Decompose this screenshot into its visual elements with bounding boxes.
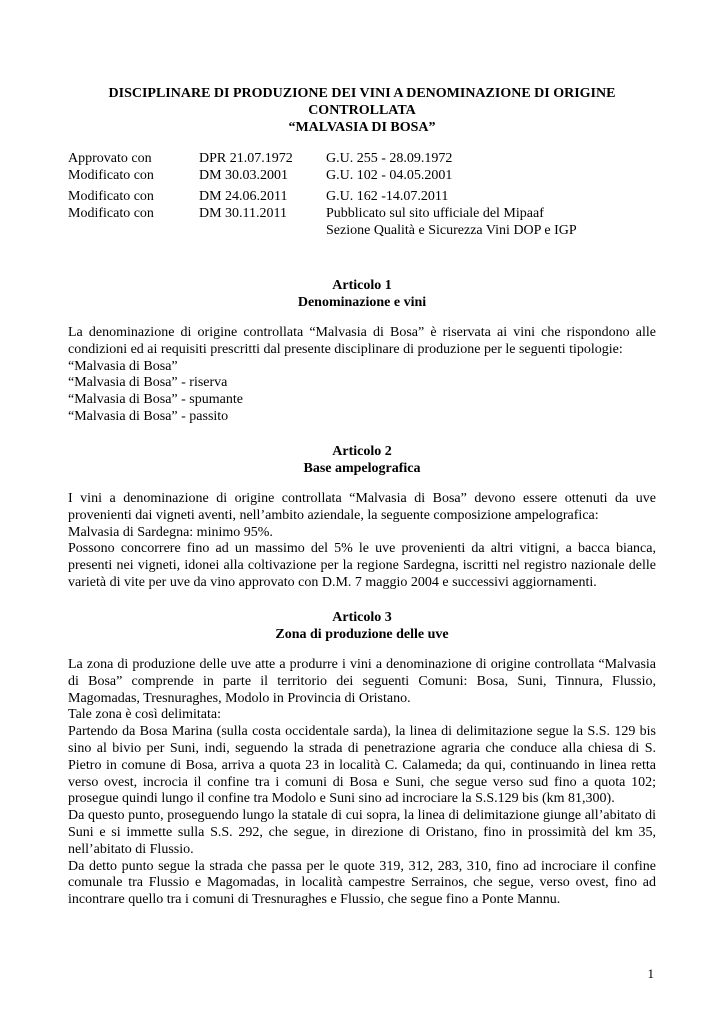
approval-row xyxy=(68,223,656,240)
title-line-3: “MALVASIA DI BOSA” xyxy=(288,119,436,135)
approval-row xyxy=(68,189,656,206)
article-title: Denominazione e vini xyxy=(297,294,427,310)
article-1-body xyxy=(68,325,656,426)
title-line-1: DISCIPLINARE DI PRODUZIONE DEI VINI A DENOMINAZIONE DI ORIGINE xyxy=(108,86,616,101)
approval-row xyxy=(68,151,656,168)
approval-label: Approvato con xyxy=(68,151,152,166)
approval-act: DM 30.11.2011 xyxy=(199,206,288,221)
article-number: Articolo 2 xyxy=(332,444,392,459)
article-2-heading xyxy=(68,444,656,478)
article-number: Articolo 3 xyxy=(332,610,392,625)
document-title xyxy=(68,86,656,136)
article-paragraph: La zona di produzione delle uve atte a produrre i vini a denominazione di origine controllata “Malvasia di Bosa” comprende in parte il territorio dei seguenti Comuni: Bosa, Suni, Tinnura, Flussio, Magomadas, Tresnuraghes, Modolo in Provincia di Oristano. xyxy=(68,657,656,706)
approvals-table xyxy=(68,151,656,240)
approval-reference: G.U. 102 - 04.05.2001 xyxy=(326,168,453,183)
approval-act: DM 24.06.2011 xyxy=(199,189,288,204)
approval-label: Modificato con xyxy=(68,168,154,183)
approval-reference: G.U. 255 - 28.09.1972 xyxy=(326,151,453,166)
article-3-body xyxy=(68,657,656,909)
article-title: Base ampelografica xyxy=(303,460,421,476)
article-title: Zona di produzione delle uve xyxy=(275,626,449,642)
page-number: 1 xyxy=(647,966,654,981)
article-paragraph: Malvasia di Sardegna: minimo 95%. xyxy=(68,524,273,540)
approval-label: Modificato con xyxy=(68,206,154,221)
article-paragraph: I vini a denominazione di origine controllata “Malvasia di Bosa” devono essere ottenuti da uve provenienti dai vigneti aventi, nell’ambito aziendale, la seguente composizione ampelografica: xyxy=(68,491,656,523)
article-1-heading xyxy=(68,278,656,312)
approval-reference: G.U. 162 -14.07.2011 xyxy=(326,189,449,204)
article-number: Articolo 1 xyxy=(332,278,392,293)
wine-type-item: “Malvasia di Bosa” - riserva xyxy=(68,375,228,391)
wine-type-item: “Malvasia di Bosa” xyxy=(68,358,178,374)
article-paragraph: La denominazione di origine controllata “Malvasia di Bosa” è riservata ai vini che rispondono alle condizioni ed ai requisiti prescritti dal presente disciplinare di produzione per le seguenti tipologie: xyxy=(68,325,656,357)
article-paragraph: Possono concorrere fino ad un massimo del 5% le uve provenienti da altri vitigni, a bacca bianca, presenti nei vigneti, idonei alla coltivazione per la regione Sardegna, iscritti nel registro nazionale delle varietà di vite per uve da vino approvato con D.M. 7 maggio 2004 e successivi aggiornamenti. xyxy=(68,541,656,590)
wine-type-item: “Malvasia di Bosa” - spumante xyxy=(68,392,243,408)
article-paragraph: Tale zona è così delimitata: xyxy=(68,707,221,723)
approval-reference-continued: Sezione Qualità e Sicurezza Vini DOP e IGP xyxy=(326,223,577,238)
article-2-body xyxy=(68,491,656,592)
approval-act: DPR 21.07.1972 xyxy=(199,151,293,166)
approval-row xyxy=(68,206,656,223)
approval-reference: Pubblicato sul sito ufficiale del Mipaaf xyxy=(326,206,544,221)
article-3-heading xyxy=(68,610,656,644)
title-line-2: CONTROLLATA xyxy=(308,102,416,118)
article-paragraph: Partendo da Bosa Marina (sulla costa occidentale sarda), la linea di delimitazione segue la S.S. 129 bis sino al bivio per Suni, indi, seguendo la strada di penetrazione agraria che conduce alla chiesa di S. Pietro in comune di Bosa, arriva a quota 23 in località C. Calameda; da qui, continuando in linea retta verso ovest, incrocia il confine tra i comuni di Bosa e Suni, che segue verso sud fino a quota 102; prosegue quindi lungo il confine tra Modolo e Suni sino ad incrociare la S.S.129 bis (km 81,300). xyxy=(68,724,656,807)
approval-row xyxy=(68,168,656,185)
article-paragraph: Da questo punto, proseguendo lungo la statale di cui sopra, la linea di delimitazione giunge all’abitato di Suni e si immette sulla S.S. 292, che segue, in direzione di Oristano, fino in prossimità del km 35, nell’abitato di Flussio. xyxy=(68,808,656,857)
approval-act: DM 30.03.2001 xyxy=(199,168,289,183)
wine-type-item: “Malvasia di Bosa” - passito xyxy=(68,408,229,424)
article-paragraph: Da detto punto segue la strada che passa per le quote 319, 312, 283, 310, fino ad incrociare il confine comunale tra Flussio e Magomadas, in località campestre Serrainos, che segue, verso ovest, fino ad incontrare quello tra i comuni di Tresnuraghes e Flussio, che segue fino a Ponte Mannu. xyxy=(68,858,656,908)
approval-label: Modificato con xyxy=(68,189,154,204)
